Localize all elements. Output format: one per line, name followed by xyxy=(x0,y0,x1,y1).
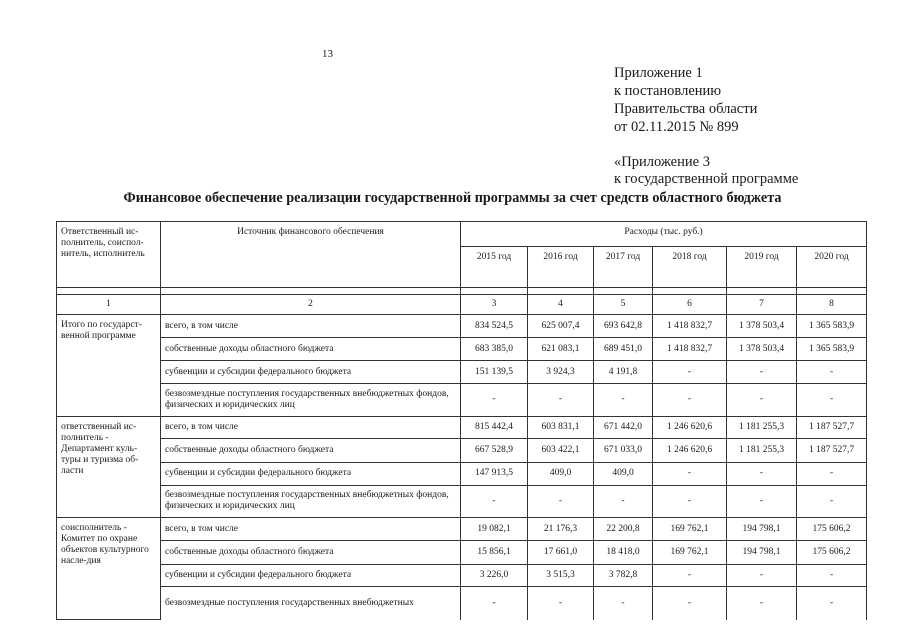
column-number: 8 xyxy=(797,294,867,315)
source-cell: безвозмездные поступления государственных внебюджетных фондов, физических и юридических лиц xyxy=(161,384,461,417)
value-cell: - xyxy=(653,384,727,417)
page-number: 13 xyxy=(322,48,333,60)
value-cell: 1 365 583,9 xyxy=(797,315,867,338)
value-cell: - xyxy=(797,361,867,384)
column-number-row xyxy=(57,294,867,315)
value-cell: 1 378 503,4 xyxy=(727,337,797,361)
value-cell: - xyxy=(461,485,528,518)
value-cell: - xyxy=(528,384,594,417)
column-number: 5 xyxy=(594,294,653,315)
value-cell: - xyxy=(727,564,797,587)
source-cell: всего, в том числе xyxy=(161,416,461,439)
header-year: 2015 год xyxy=(461,246,528,287)
value-cell: 17 661,0 xyxy=(528,540,594,564)
value-cell: - xyxy=(727,463,797,486)
source-cell: всего, в том числе xyxy=(161,518,461,541)
value-cell: 175 606,2 xyxy=(797,518,867,541)
value-cell: - xyxy=(594,485,653,518)
table-body xyxy=(57,315,867,620)
value-cell: 667 528,9 xyxy=(461,439,528,463)
executor-cell: ответственный ис-полнитель - Департамент куль-туры и туризма об-ласти xyxy=(57,416,161,518)
source-cell: субвенции и субсидии федерального бюджета xyxy=(161,361,461,384)
value-cell: 3 515,3 xyxy=(528,564,594,587)
value-cell: - xyxy=(461,587,528,620)
header-source: Источник финансового обеспечения xyxy=(161,222,461,288)
program-reference xyxy=(614,154,798,188)
value-cell: - xyxy=(653,361,727,384)
program-ref-line: к государственной программе xyxy=(614,171,799,187)
value-cell: 194 798,1 xyxy=(727,518,797,541)
table-header xyxy=(57,222,867,315)
header-year: 2016 год xyxy=(528,246,594,287)
appendix-line: к постановлению xyxy=(614,83,722,99)
table-row xyxy=(57,463,867,486)
value-cell: - xyxy=(727,384,797,417)
value-cell: 21 176,3 xyxy=(528,518,594,541)
source-cell: субвенции и субсидии федерального бюджета xyxy=(161,564,461,587)
header-year: 2017 год xyxy=(594,246,653,287)
value-cell: 1 418 832,7 xyxy=(653,315,727,338)
table-row xyxy=(57,361,867,384)
value-cell: - xyxy=(653,587,727,620)
value-cell: - xyxy=(797,564,867,587)
value-cell: 1 187 527,7 xyxy=(797,416,867,439)
value-cell: 175 606,2 xyxy=(797,540,867,564)
value-cell: 194 798,1 xyxy=(727,540,797,564)
column-number: 2 xyxy=(161,294,461,315)
table-row xyxy=(57,564,867,587)
value-cell: 169 762,1 xyxy=(653,518,727,541)
appendix-line: Правительства области xyxy=(614,101,758,117)
value-cell: 1 246 620,6 xyxy=(653,416,727,439)
value-cell: - xyxy=(727,485,797,518)
value-cell: - xyxy=(528,587,594,620)
value-cell: 1 378 503,4 xyxy=(727,315,797,338)
header-executor: Ответственный ис-полнитель, соиспол-нитель, исполнитель xyxy=(57,222,161,288)
header-year: 2019 год xyxy=(727,246,797,287)
executor-cell: соисполнитель - Комитет по охране объектов культурного насле-дия xyxy=(57,518,161,620)
table-row xyxy=(57,540,867,564)
value-cell: 671 442,0 xyxy=(594,416,653,439)
value-cell: 1 418 832,7 xyxy=(653,337,727,361)
value-cell: - xyxy=(528,485,594,518)
value-cell: 147 913,5 xyxy=(461,463,528,486)
value-cell: - xyxy=(797,463,867,486)
value-cell: 151 139,5 xyxy=(461,361,528,384)
value-cell: 1 246 620,6 xyxy=(653,439,727,463)
table-row xyxy=(57,416,867,439)
value-cell: 683 385,0 xyxy=(461,337,528,361)
appendix-line: от 02.11.2015 № 899 xyxy=(614,119,739,135)
source-cell: собственные доходы областного бюджета xyxy=(161,540,461,564)
document-title: Финансовое обеспечение реализации государственной программы за счет средств областного бюджета xyxy=(123,190,782,206)
value-cell: 834 524,5 xyxy=(461,315,528,338)
source-cell: собственные доходы областного бюджета xyxy=(161,337,461,361)
value-cell: 169 762,1 xyxy=(653,540,727,564)
value-cell: - xyxy=(797,384,867,417)
value-cell: - xyxy=(594,587,653,620)
table-row xyxy=(57,384,867,417)
value-cell: 1 187 527,7 xyxy=(797,439,867,463)
value-cell: - xyxy=(653,564,727,587)
value-cell: - xyxy=(797,485,867,518)
executor-cell: Итого по государст-венной программе xyxy=(57,315,161,417)
table-row xyxy=(57,518,867,541)
value-cell: - xyxy=(727,587,797,620)
value-cell: - xyxy=(653,485,727,518)
value-cell: 815 442,4 xyxy=(461,416,528,439)
value-cell: 689 451,0 xyxy=(594,337,653,361)
value-cell: - xyxy=(797,587,867,620)
value-cell: - xyxy=(653,463,727,486)
column-number: 7 xyxy=(727,294,797,315)
value-cell: 693 642,8 xyxy=(594,315,653,338)
table-row xyxy=(57,337,867,361)
table-row xyxy=(57,485,867,518)
value-cell: 621 083,1 xyxy=(528,337,594,361)
value-cell: 1 365 583,9 xyxy=(797,337,867,361)
value-cell: 603 831,1 xyxy=(528,416,594,439)
value-cell: - xyxy=(727,361,797,384)
value-cell: 19 082,1 xyxy=(461,518,528,541)
source-cell: субвенции и субсидии федерального бюджета xyxy=(161,463,461,486)
value-cell: 409,0 xyxy=(528,463,594,486)
value-cell: 3 782,8 xyxy=(594,564,653,587)
table-row xyxy=(57,439,867,463)
value-cell: 603 422,1 xyxy=(528,439,594,463)
value-cell: - xyxy=(594,384,653,417)
value-cell: 3 924,3 xyxy=(528,361,594,384)
value-cell: 625 007,4 xyxy=(528,315,594,338)
table-row xyxy=(57,587,867,620)
column-number: 6 xyxy=(653,294,727,315)
table-row xyxy=(57,315,867,338)
value-cell: - xyxy=(461,384,528,417)
value-cell: 15 856,1 xyxy=(461,540,528,564)
value-cell: 1 181 255,3 xyxy=(727,416,797,439)
program-ref-line: «Приложение 3 xyxy=(614,154,710,170)
source-cell: всего, в том числе xyxy=(161,315,461,338)
column-number: 4 xyxy=(528,294,594,315)
column-number: 3 xyxy=(461,294,528,315)
appendix-line: Приложение 1 xyxy=(614,65,703,81)
header-year: 2020 год xyxy=(797,246,867,287)
value-cell: 409,0 xyxy=(594,463,653,486)
source-cell: безвозмездные поступления государственных внебюджетных xyxy=(161,587,461,620)
header-year: 2018 год xyxy=(653,246,727,287)
source-cell: собственные доходы областного бюджета xyxy=(161,439,461,463)
value-cell: 18 418,0 xyxy=(594,540,653,564)
value-cell: 22 200,8 xyxy=(594,518,653,541)
column-number: 1 xyxy=(57,294,161,315)
financing-table xyxy=(56,221,867,620)
value-cell: 3 226,0 xyxy=(461,564,528,587)
value-cell: 671 033,0 xyxy=(594,439,653,463)
value-cell: 1 181 255,3 xyxy=(727,439,797,463)
header-expenses: Расходы (тыс. руб.) xyxy=(461,222,867,247)
appendix-block xyxy=(614,64,757,136)
source-cell: безвозмездные поступления государственных внебюджетных фондов, физических и юридических лиц xyxy=(161,485,461,518)
value-cell: 4 191,8 xyxy=(594,361,653,384)
